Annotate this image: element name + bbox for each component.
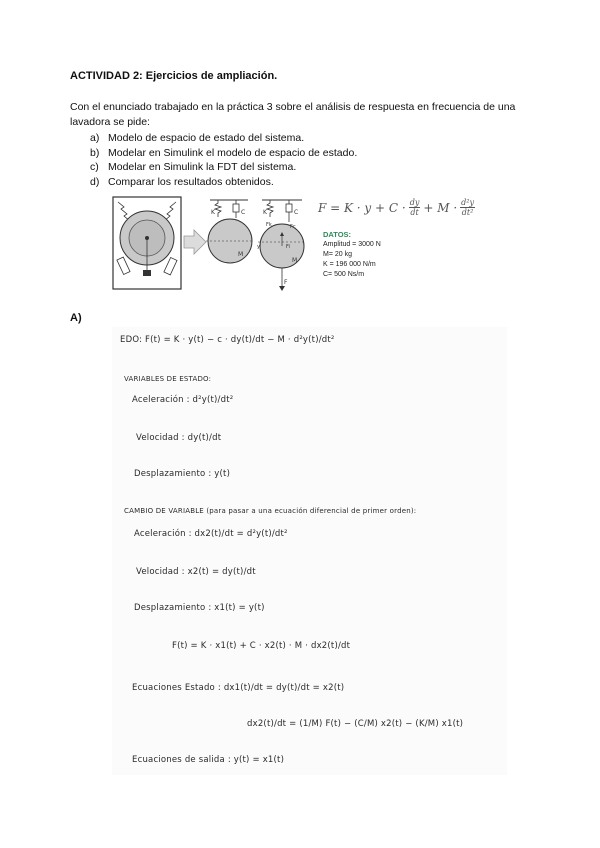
label-fk: Fk [266, 222, 272, 228]
label-c1: C [241, 209, 246, 216]
label-y: y [257, 244, 260, 250]
handwritten-solution [112, 327, 507, 775]
task-text: Modelo de espacio de estado del sistema. [108, 132, 305, 144]
motion-equation [318, 198, 475, 217]
equation-mid: + M · [423, 200, 458, 215]
task-text: Comparar los resultados obtenidos. [108, 175, 274, 188]
label-c2: C [294, 209, 299, 216]
hw-estado-2: dx2(t)/dt = (1/M) F(t) − (C/M) x2(t) − (K/M) x1(t) [247, 719, 464, 729]
hw-cambio-desplazamiento: Desplazamiento : x1(t) = y(t) [134, 603, 265, 613]
label-k1: K [211, 209, 215, 216]
data-header: DATOS: [323, 230, 352, 239]
activity-title: ACTIVIDAD 2: Ejercicios de ampliación. [70, 70, 278, 82]
data-line: K = 196 000 N/m [323, 261, 376, 268]
label-f: F [284, 279, 288, 286]
label-m2: M [292, 257, 298, 264]
hw-aceleracion: Aceleración : d²y(t)/dt² [132, 395, 234, 405]
fraction-den: dt² [461, 208, 474, 217]
hw-variables-header: VARIABLES DE ESTADO: [124, 375, 212, 383]
hw-cambio-aceleracion: Aceleración : dx2(t)/dt = d²y(t)/dt² [134, 529, 288, 539]
hw-estado-1: Ecuaciones Estado : dx1(t)/dt = dy(t)/dt = x2(t) [132, 683, 345, 693]
task-letter: d) [90, 175, 100, 188]
hw-cambio: CAMBIO DE VARIABLE (para pasar a una ecuación diferencial de primer orden): [124, 507, 417, 515]
fraction-num: dy [409, 198, 420, 207]
hw-desplazamiento: Desplazamiento : y(t) [134, 469, 231, 479]
task-item [90, 146, 357, 161]
data-line: Amplitud = 3000 N [323, 241, 381, 248]
fraction-den: dt [410, 208, 419, 217]
task-text: Modelar en Simulink el modelo de espacio de estado. [108, 146, 358, 159]
data-line: M= 20 kg [323, 251, 352, 258]
fraction-dy-dt [409, 198, 421, 217]
task-item [90, 160, 357, 175]
washing-machine-diagram [112, 196, 312, 296]
section-a-heading: A) [70, 312, 82, 324]
task-list [90, 131, 357, 189]
data-box [323, 230, 381, 280]
label-m1: M [238, 251, 244, 258]
task-item [90, 175, 357, 190]
task-item [90, 131, 357, 146]
task-text: Modelar en Simulink la FDT del sistema. [108, 161, 297, 173]
fraction-num: d²y [461, 198, 474, 207]
label-fi: Fi [286, 244, 290, 250]
label-k2: K [263, 209, 267, 216]
hw-cambio-velocidad: Velocidad : x2(t) = dy(t)/dt [136, 567, 256, 577]
intro-paragraph: Con el enunciado trabajado en la práctica 3 sobre el análisis de respuesta en frecuencia de una lavadora se pide: [70, 101, 516, 128]
data-line: C= 500 Ns/m [323, 271, 365, 278]
equation-lhs: F = K · y + C · [318, 200, 406, 215]
fraction-d2y-dt2 [460, 198, 475, 217]
hw-velocidad: Velocidad : dy(t)/dt [136, 433, 222, 443]
hw-edo: EDO: F(t) = K · y(t) − c · dy(t)/dt − M · d²y(t)/dt² [120, 335, 335, 345]
task-letter: a) [90, 132, 100, 144]
hw-salida: Ecuaciones de salida : y(t) = x1(t) [132, 755, 285, 765]
task-letter: b) [90, 146, 100, 159]
hw-force-equation: F(t) = K · x1(t) + C · x2(t) · M · dx2(t)/dt [172, 641, 351, 651]
task-letter: c) [90, 161, 99, 173]
label-fc: Fc [290, 224, 296, 230]
